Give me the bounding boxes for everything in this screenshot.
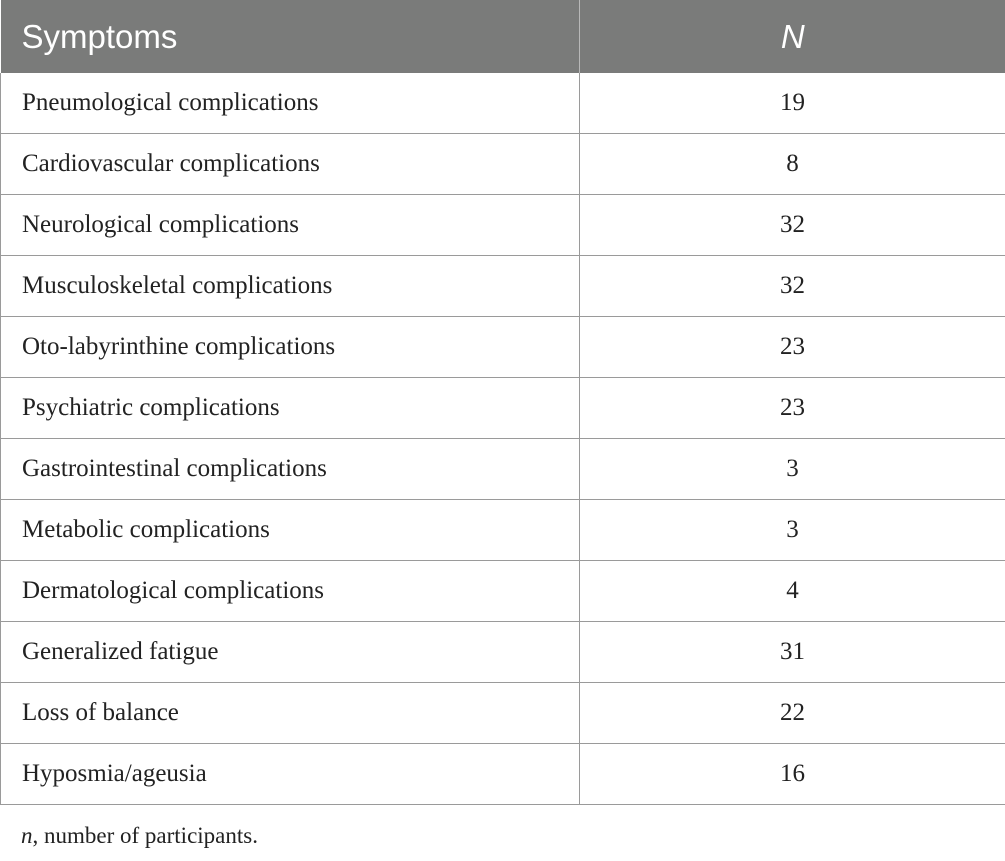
symptom-cell: Dermatological complications <box>1 561 580 622</box>
count-cell: 4 <box>580 561 1005 622</box>
footnote-text: , number of participants. <box>32 823 258 848</box>
table-row <box>1 195 1005 256</box>
table-header-row <box>1 0 1005 73</box>
table-row <box>1 622 1005 683</box>
symptom-cell: Hyposmia/ageusia <box>1 744 580 805</box>
symptom-cell: Pneumological complications <box>1 73 580 134</box>
count-cell: 8 <box>580 134 1005 195</box>
symptom-cell: Psychiatric complications <box>1 378 580 439</box>
count-cell: 16 <box>580 744 1005 805</box>
header-n: N <box>580 0 1005 73</box>
symptom-cell: Neurological complications <box>1 195 580 256</box>
count-cell: 31 <box>580 622 1005 683</box>
table-row <box>1 73 1005 134</box>
symptom-cell: Metabolic complications <box>1 500 580 561</box>
footnote-symbol: n <box>21 823 33 848</box>
table-row <box>1 317 1005 378</box>
table-row <box>1 561 1005 622</box>
count-cell: 19 <box>580 73 1005 134</box>
count-cell: 3 <box>580 500 1005 561</box>
symptom-cell: Gastrointestinal complications <box>1 439 580 500</box>
count-cell: 23 <box>580 317 1005 378</box>
table-row <box>1 744 1005 805</box>
count-cell: 3 <box>580 439 1005 500</box>
symptom-cell: Cardiovascular complications <box>1 134 580 195</box>
count-cell: 23 <box>580 378 1005 439</box>
count-cell: 32 <box>580 195 1005 256</box>
symptom-cell: Loss of balance <box>1 683 580 744</box>
count-cell: 32 <box>580 256 1005 317</box>
table-row <box>1 378 1005 439</box>
symptom-cell: Oto-labyrinthine complications <box>1 317 580 378</box>
table-row <box>1 256 1005 317</box>
table-row <box>1 683 1005 744</box>
symptom-cell: Musculoskeletal complications <box>1 256 580 317</box>
table-row <box>1 439 1005 500</box>
table-row <box>1 134 1005 195</box>
table-row <box>1 500 1005 561</box>
table-footnote <box>21 823 258 849</box>
symptom-cell: Generalized fatigue <box>1 622 580 683</box>
count-cell: 22 <box>580 683 1005 744</box>
header-symptoms: Symptoms <box>1 0 580 73</box>
